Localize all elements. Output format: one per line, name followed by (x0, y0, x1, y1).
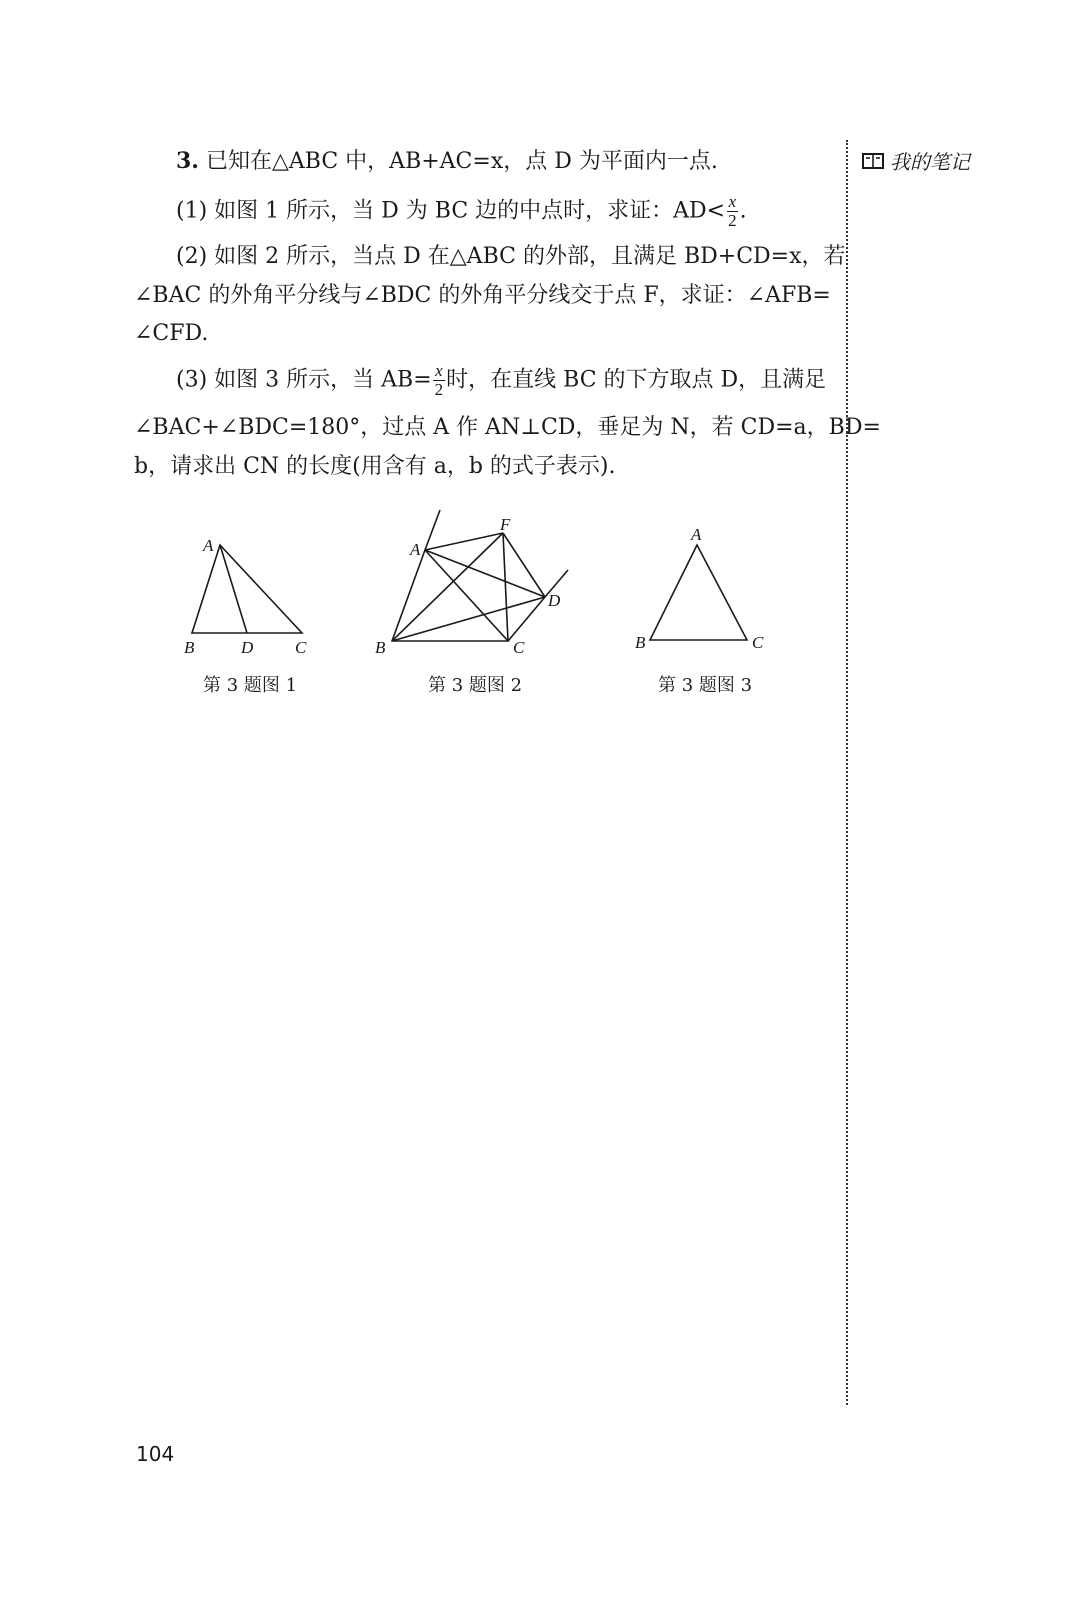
figure-3-caption: 第 3 题图 3 (658, 675, 753, 696)
fig3-triangle (650, 545, 747, 640)
fig1-label-a: A (203, 536, 214, 555)
figure-1 (170, 525, 330, 660)
fig1-triangle (192, 545, 302, 633)
problem-number: 3. (176, 148, 199, 174)
figure-2 (370, 505, 580, 665)
fig1-median-ad (220, 545, 247, 633)
fig2-bisector-a (425, 510, 440, 550)
figure-1-caption: 第 3 题图 1 (203, 675, 298, 696)
part1 (176, 193, 747, 230)
fig2-line-fc (503, 533, 508, 641)
fig1-label-b: B (184, 638, 195, 657)
part3-frac-den: 2 (434, 379, 444, 399)
fig3-label-a: A (691, 525, 702, 544)
page-number: 104 (136, 1442, 175, 1466)
fig2-triangle-abc (392, 550, 508, 641)
part1-suffix: . (739, 198, 747, 224)
fig2-label-b: B (375, 638, 386, 657)
notes-header (862, 146, 970, 175)
fig2-label-f: F (500, 515, 511, 534)
fig2-label-d: D (548, 591, 561, 610)
fig3-label-b: B (635, 633, 646, 652)
fig2-line-ad (425, 550, 545, 597)
part1-frac-num: x (728, 192, 737, 211)
figure-2-caption: 第 3 题图 2 (428, 675, 523, 696)
part1-fraction (726, 193, 739, 230)
book-icon (862, 152, 884, 170)
part3-line2: ∠BAC+∠BDC=180°，过点 A 作 AN⊥CD，垂足为 N，若 CD=a，BD= (134, 415, 881, 440)
fig2-line-cd (508, 597, 545, 641)
fig2-line-fd (503, 533, 545, 597)
notes-divider (846, 140, 848, 1405)
fig3-label-c: C (752, 633, 764, 652)
fig1-label-d: D (241, 638, 254, 657)
part2-line3: ∠CFD. (134, 321, 209, 346)
notes-label: 我的笔记 (890, 150, 970, 174)
fig2-line-af (425, 533, 503, 550)
figure-3 (630, 520, 780, 660)
part3-line1 (176, 362, 826, 399)
fig2-label-a: A (410, 540, 421, 559)
part3-line3: b，请求出 CN 的长度(用含有 a，b 的式子表示). (134, 454, 616, 479)
part2-line1: (2) 如图 2 所示，当点 D 在△ABC 的外部，且满足 BD+CD=x，若 (176, 244, 846, 269)
part3-frac-num: x (435, 361, 443, 380)
part3-prefix: (3) 如图 3 所示，当 AB= (176, 367, 432, 393)
part1-frac-den: 2 (728, 210, 737, 230)
part3-fraction (433, 362, 446, 399)
problem-intro-text: 已知在△ABC 中，AB+AC=x，点 D 为平面内一点. (205, 149, 718, 174)
fig1-label-c: C (295, 638, 307, 657)
part3-suffix: 时，在直线 BC 的下方取点 D，且满足 (446, 367, 827, 393)
fig2-label-c: C (513, 638, 525, 657)
part2-line2: ∠BAC 的外角平分线与∠BDC 的外角平分线交于点 F，求证：∠AFB= (134, 283, 831, 308)
part1-prefix: (1) 如图 1 所示，当 D 为 BC 边的中点时，求证：AD< (176, 198, 726, 224)
problem-intro (176, 148, 718, 175)
